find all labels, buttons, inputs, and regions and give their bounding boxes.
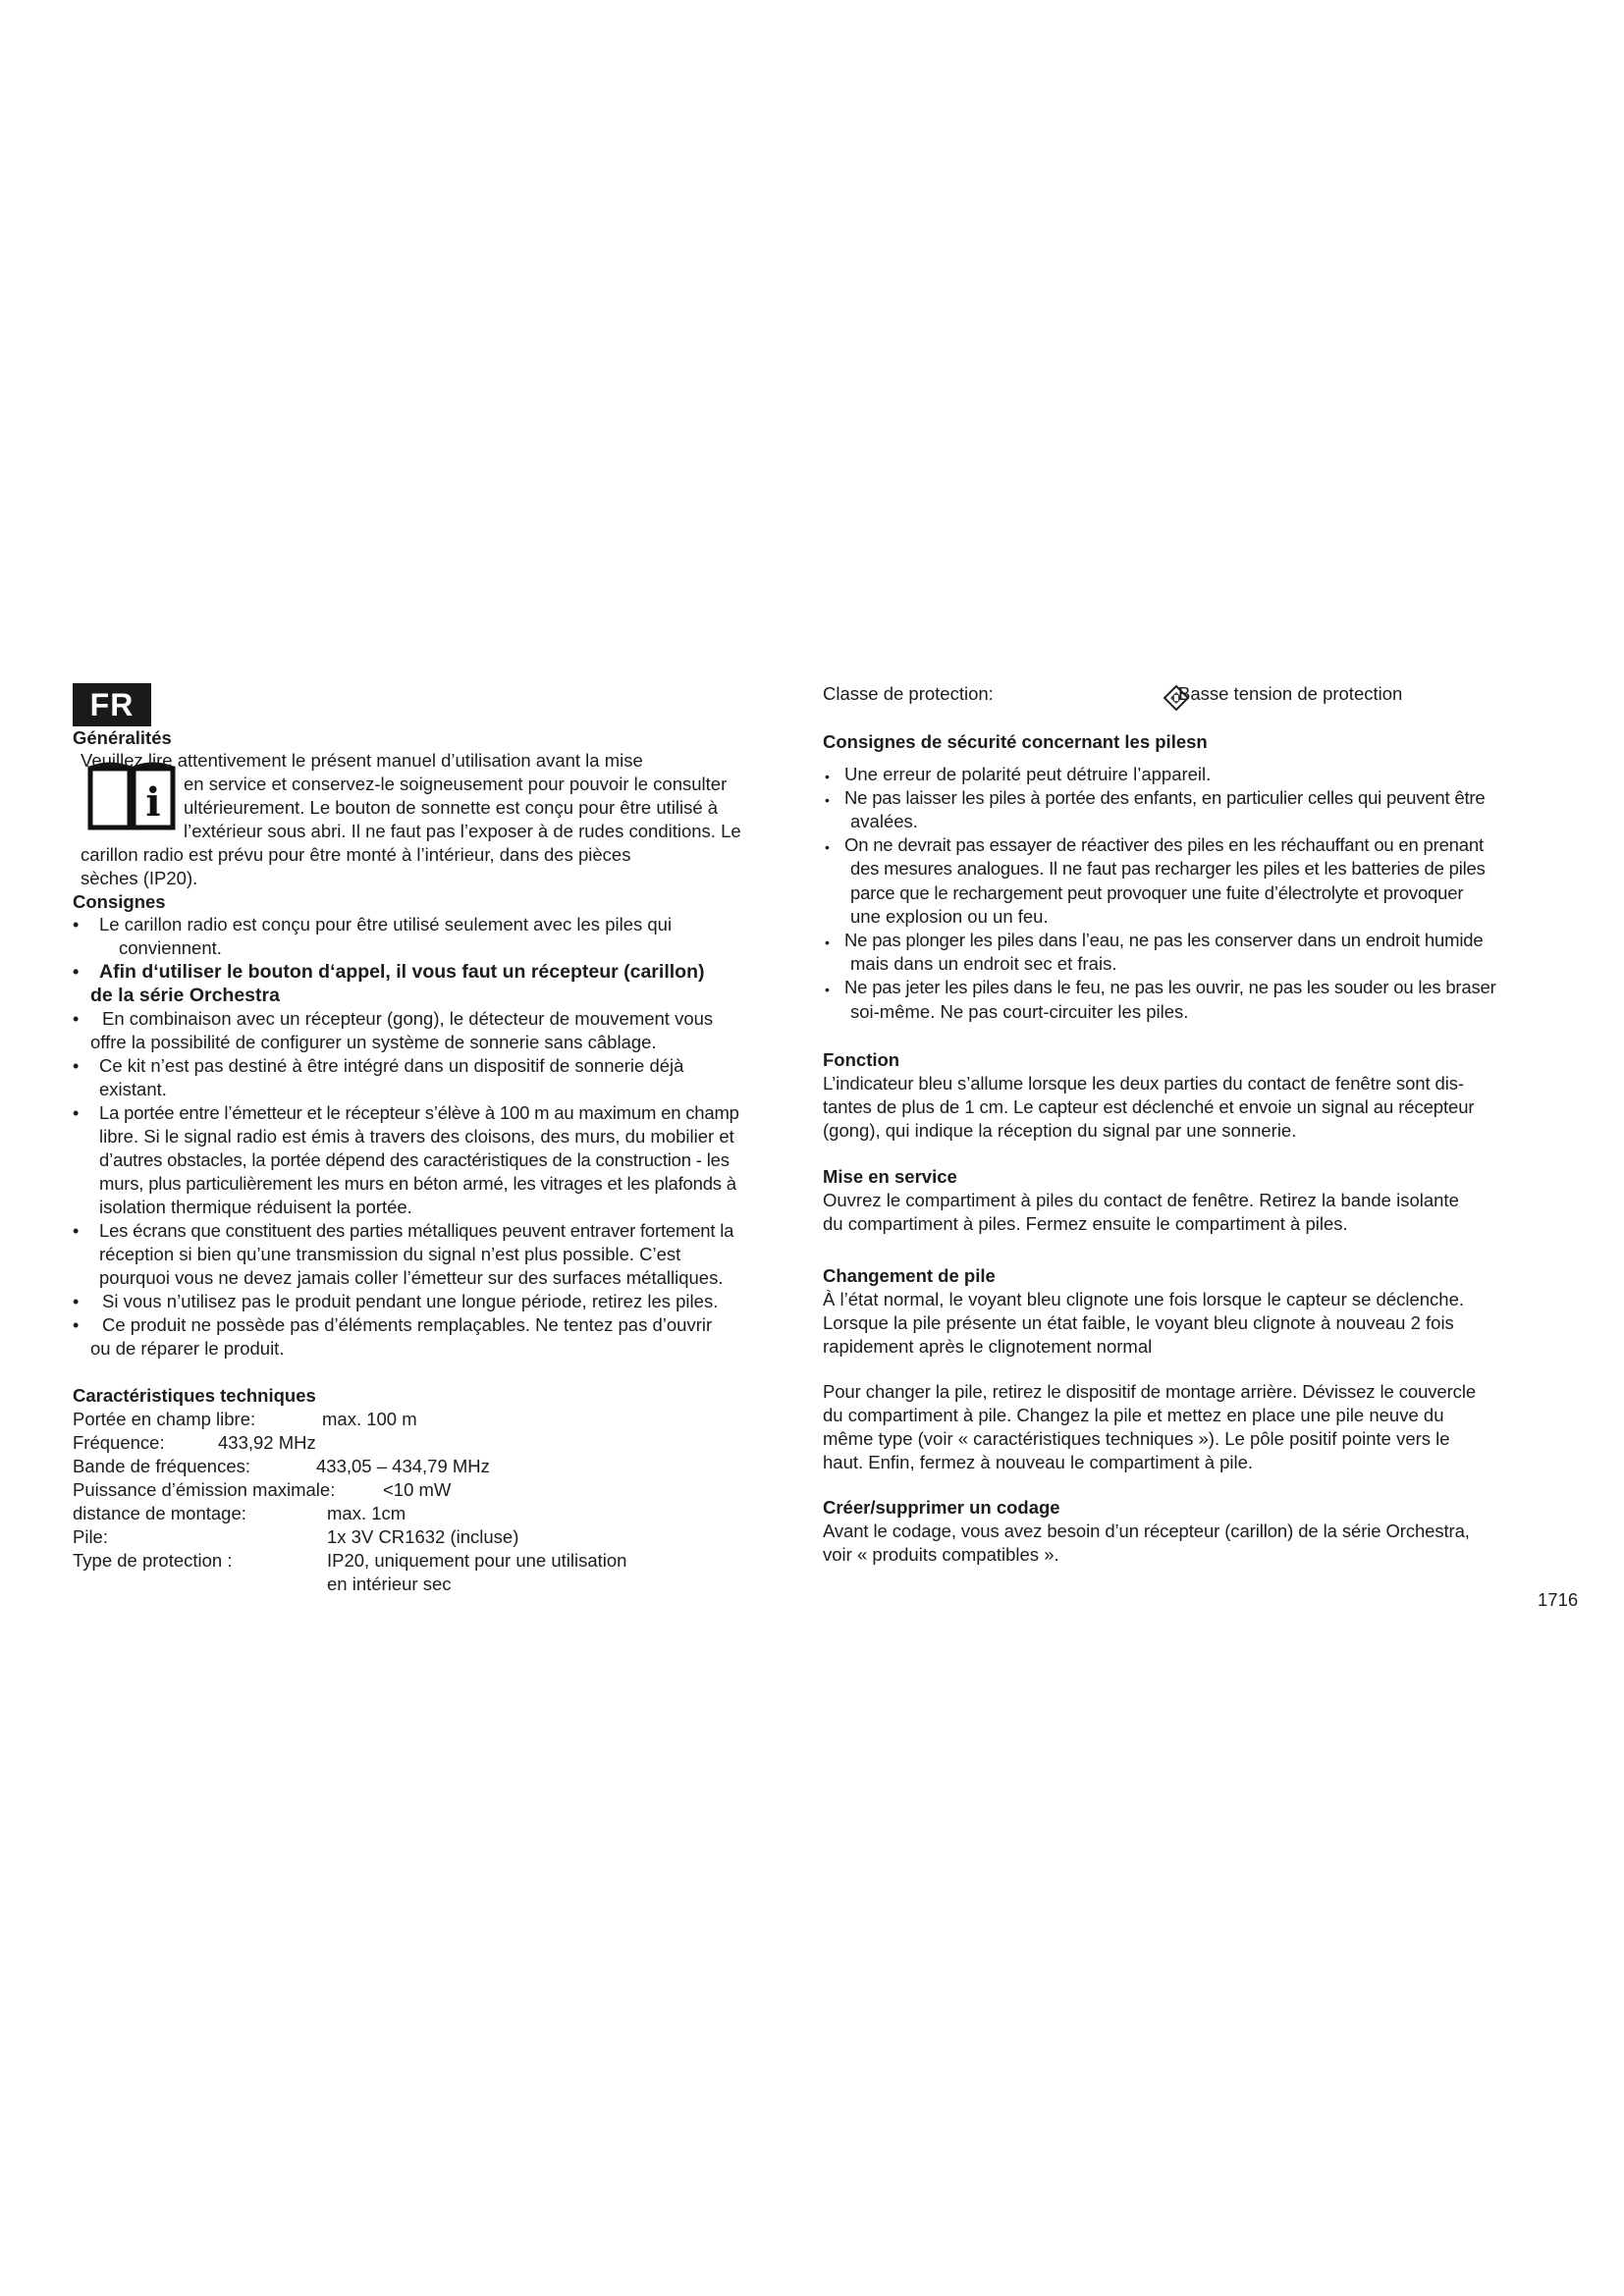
text-line: À l’état normal, le voyant bleu clignote une fois lorsque le capteur se déclenche. xyxy=(823,1289,1465,1309)
bullet: • xyxy=(825,769,830,784)
text-line: Ne pas laisser les piles à portée des enfants, en particulier celles qui peuvent être xyxy=(844,787,1486,808)
text-line: pourquoi vous ne devez jamais coller l’émetteur sur des surfaces métalliques. xyxy=(99,1267,724,1288)
heading-codage: Créer/supprimer un codage xyxy=(823,1497,1060,1518)
page-number: 1716 xyxy=(1538,1589,1579,1610)
spec-value: 433,05 – 434,79 MHz xyxy=(316,1456,490,1476)
text-line: soi-même. Ne pas court-circuiter les piles. xyxy=(850,1001,1189,1022)
spec-value: 433,92 MHz xyxy=(218,1432,316,1453)
text-line: voir « produits compatibles ». xyxy=(823,1544,1059,1565)
spec-value: max. 100 m xyxy=(322,1409,417,1429)
text-line: réception si bien qu’une transmission du signal n’est plus possible. C’est xyxy=(99,1244,681,1264)
spec-label: Fréquence: xyxy=(73,1432,165,1453)
text-line: On ne devrait pas essayer de réactiver des piles en les réchauffant ou en prenant xyxy=(844,834,1484,855)
spec-label: Puissance d’émission maximale: xyxy=(73,1479,336,1500)
protection-value: Basse tension de protection xyxy=(1178,683,1403,704)
text-line: Ne pas jeter les piles dans le feu, ne pas les ouvrir, ne pas les souder ou les braser xyxy=(844,977,1496,997)
protection-label: Classe de protection: xyxy=(823,683,994,704)
text-line: Ne pas plonger les piles dans l’eau, ne pas les conserver dans un endroit humide xyxy=(844,930,1484,950)
spec-label: distance de montage: xyxy=(73,1503,246,1523)
spec-label: Bande de fréquences: xyxy=(73,1456,251,1476)
text-line: La portée entre l’émetteur et le récepteur s’élève à 100 m au maximum en champ xyxy=(99,1102,739,1123)
text-line: Une erreur de polarité peut détruire l’appareil. xyxy=(844,764,1212,784)
text-line: rapidement après le clignotement normal xyxy=(823,1336,1153,1357)
text-line: haut. Enfin, fermez à nouveau le compartiment à pile. xyxy=(823,1452,1254,1472)
svg-text:i: i xyxy=(145,779,161,826)
bullet: • xyxy=(825,934,830,950)
text-line: carillon radio est prévu pour être monté à l’intérieur, dans des pièces xyxy=(81,844,631,865)
text-line: existant. xyxy=(99,1079,167,1099)
bullet: • xyxy=(73,1221,80,1241)
text-line: isolation thermique réduisent la portée. xyxy=(99,1197,412,1217)
text-line-bold: Afin d‘utiliser le bouton d‘appel, il vous faut un récepteur (carillon) xyxy=(99,961,705,983)
text-line: Si vous n’utilisez pas le produit pendant une longue période, retirez les piles. xyxy=(102,1291,719,1311)
text-line: sèches (IP20). xyxy=(81,868,198,888)
bullet: • xyxy=(73,1056,80,1076)
spec-label: Pile: xyxy=(73,1526,108,1547)
text-line: d’autres obstacles, la portée dépend des caractéristiques de la construction - les xyxy=(99,1149,730,1170)
spec-value: max. 1cm xyxy=(327,1503,406,1523)
heading-changement-pile: Changement de pile xyxy=(823,1265,996,1286)
spec-value: IP20, uniquement pour une utilisation xyxy=(327,1550,627,1571)
text-line: L’indicateur bleu s’allume lorsque les deux parties du contact de fenêtre sont dis- xyxy=(823,1073,1464,1094)
text-line: Le carillon radio est conçu pour être utilisé seulement avec les piles qui xyxy=(99,914,673,934)
language-badge: FR xyxy=(73,683,151,726)
bullet: • xyxy=(73,915,80,934)
text-line: l’extérieur sous abri. Il ne faut pas l’exposer à de rudes conditions. Le xyxy=(184,821,741,841)
text-line: Veuillez lire attentivement le présent manuel d’utilisation avant la mise xyxy=(81,750,643,771)
spec-value: <10 mW xyxy=(383,1479,452,1500)
text-line: du compartiment à pile. Changez la pile et mettez en place une pile neuve du xyxy=(823,1405,1444,1425)
text-line: Lorsque la pile présente un état faible, le voyant bleu clignote à nouveau 2 fois xyxy=(823,1312,1454,1333)
text-line: tantes de plus de 1 cm. Le capteur est déclenché et envoie un signal au récepteur xyxy=(823,1096,1475,1117)
heading-mise-en-service: Mise en service xyxy=(823,1166,957,1187)
text-line-bold: de la série Orchestra xyxy=(90,985,280,1006)
heading-generalites: Généralités xyxy=(73,727,172,748)
text-line: conviennent. xyxy=(119,937,222,958)
text-line: parce que le rechargement peut provoquer une fuite d’électrolyte et provoquer xyxy=(850,882,1464,903)
text-line: du compartiment à piles. Fermez ensuite le compartiment à piles. xyxy=(823,1213,1348,1234)
spec-label: Type de protection : xyxy=(73,1550,233,1571)
bullet: • xyxy=(73,1315,80,1335)
bullet: • xyxy=(73,1292,80,1311)
text-line: Les écrans que constituent des parties métalliques peuvent entraver fortement la xyxy=(99,1220,734,1241)
text-line: Pour changer la pile, retirez le dispositif de montage arrière. Dévissez le couvercle xyxy=(823,1381,1477,1402)
text-line: ultérieurement. Le bouton de sonnette est conçu pour être utilisé à xyxy=(184,797,719,818)
text-line: mais dans un endroit sec et frais. xyxy=(850,953,1117,974)
text-line: libre. Si le signal radio est émis à travers des cloisons, des murs, du mobilier et xyxy=(99,1126,734,1147)
text-line: ou de réparer le produit. xyxy=(90,1338,285,1359)
bullet: • xyxy=(73,962,80,982)
text-line: offre la possibilité de configurer un système de sonnerie sans câblage. xyxy=(90,1032,657,1052)
text-line: Ce produit ne possède pas d’éléments remplaçables. Ne tentez pas d’ouvrir xyxy=(102,1314,713,1335)
text-line: murs, plus particulièrement les murs en béton armé, les vitrages et les plafonds à xyxy=(99,1173,736,1194)
text-line: une explosion ou un feu. xyxy=(850,906,1049,927)
bullet: • xyxy=(73,1009,80,1029)
heading-fonction: Fonction xyxy=(823,1049,900,1070)
text-line: (gong), qui indique la réception du signal par une sonnerie. xyxy=(823,1120,1297,1141)
spec-label: Portée en champ libre: xyxy=(73,1409,256,1429)
spec-value: 1x 3V CR1632 (incluse) xyxy=(327,1526,519,1547)
heading-specs: Caractéristiques techniques xyxy=(73,1385,316,1406)
heading-consignes: Consignes xyxy=(73,891,166,912)
text-line: Avant le codage, vous avez besoin d’un récepteur (carillon) de la série Orchestra, xyxy=(823,1521,1470,1541)
bullet: • xyxy=(825,792,830,808)
spec-value: en intérieur sec xyxy=(327,1574,452,1594)
text-line: En combinaison avec un récepteur (gong), le détecteur de mouvement vous xyxy=(102,1008,714,1029)
text-line: en service et conservez-le soigneusement pour pouvoir le consulter xyxy=(184,774,728,794)
heading-battery-safety: Consignes de sécurité concernant les pilesn xyxy=(823,731,1208,752)
bullet: • xyxy=(73,1103,80,1123)
text-line: Ce kit n’est pas destiné à être intégré dans un dispositif de sonnerie déjà xyxy=(99,1055,684,1076)
bullet: • xyxy=(825,839,830,855)
bullet: • xyxy=(825,982,830,997)
text-line: même type (voir « caractéristiques techniques »). Le pôle positif pointe vers le xyxy=(823,1428,1450,1449)
text-line: avalées. xyxy=(850,811,918,831)
text-line: Ouvrez le compartiment à piles du contact de fenêtre. Retirez la bande isolante xyxy=(823,1190,1459,1210)
text-line: des mesures analogues. Il ne faut pas recharger les piles et les batteries de piles xyxy=(850,858,1486,879)
